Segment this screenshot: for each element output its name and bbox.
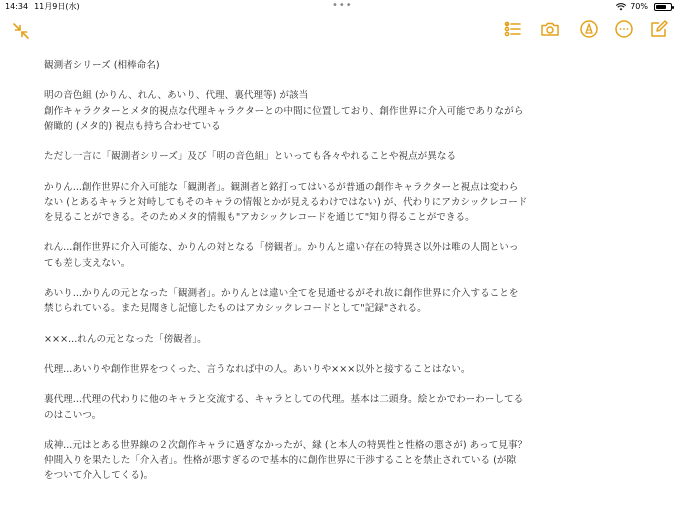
blank-line [44,423,564,438]
status-bar [0,0,680,14]
blank-line [44,164,564,179]
compose-icon[interactable] [648,18,670,40]
note-line: 仲間入りを果たした「介入者」。性格が悪すぎるので基本的に創作世界に干渉することを禁止されている (が隙 [44,455,517,467]
collapse-arrows-icon[interactable] [10,20,32,42]
wifi-icon [616,3,626,11]
note-line: 俯瞰的 (メタ的) 視点も持ち合わせている [44,120,221,132]
note-line: かりん...創作世界に介入可能な「観測者」。観測者と銘打ってはいるが普通の創作キャラクターと視点は変わら [44,181,519,193]
note-line: れん...創作世界に介入可能な、かりんの対となる「傍観者」。かりんと違い存在の特異さ以外は唯の人間といっ [44,242,519,254]
note-body[interactable] [44,58,564,484]
note-line: あいり...かりんの元となった「観測者」。かりんとは違い全てを見通せるがそれ故に創作世界に介入することを [44,287,519,299]
note-line: ても差し支えない。 [44,257,131,269]
blank-line [44,271,564,286]
status-right [616,0,672,14]
status-date: 11月9日(水) [34,2,80,11]
ellipsis-circle-icon[interactable] [613,18,635,40]
note-line: 代理...あいりや創作世界をつくった、言うなれば中の人。あいりや×××以外と接することはない。 [44,363,471,375]
note-line: のはこいつ。 [44,409,102,421]
note-line: を見ることができる。そのためメタ的情報も"アカシックレコードを通じて"知り得ることができる。 [44,211,475,223]
checklist-icon[interactable] [502,18,524,40]
note-line: をついて介入してくる)。 [44,470,154,482]
toolbar [0,14,680,48]
note-line: 禁じられている。また見聞きし記憶したものはアカシックレコードとして"記録"される。 [44,303,427,315]
pen-circle-icon[interactable] [578,18,600,40]
note-line: ×××...れんの元となった「傍観者」。 [44,333,207,345]
battery-icon [654,3,672,11]
blank-line [44,316,564,331]
status-left [5,0,86,14]
battery-level-fill [656,5,666,9]
battery-percent: 70% [630,2,648,11]
camera-icon[interactable] [539,18,561,40]
note-line: ただし一言に「観測者シリーズ」及び「明の音色組」といっても各々やれることや視点が異なる [44,151,457,163]
note-line: 成神...元はとある世界線の２次創作キャラに過ぎなかったが、縁 (と本人の特異性と性格の悪さが) あって見事？ [44,439,528,451]
blank-line [44,377,564,392]
status-time: 14:34 [5,2,29,11]
note-line: 裏代理...代理の代わりに他のキャラと交流する、キャラとしての代理。基本は二頭身。絵とかでわーわーしてる [44,394,524,406]
note-line: 明の音色組 (かりん、れん、あいり、代理、裏代理等) が該当 [44,90,309,102]
note-line: 創作キャラクターとメタ的視点な代理キャラクターとの中間に位置しており、創作世界に介入可能でありながら [44,105,524,117]
blank-line [44,134,564,149]
blank-line [44,225,564,240]
multitasking-dots-icon[interactable]: ••• [332,0,353,11]
note-line: 観測者シリーズ (相棒命名) [44,60,160,71]
blank-line [44,73,564,88]
blank-line [44,347,564,362]
note-line: ない (とあるキャラと対峙してもそのキャラの情報とかが見えるわけではない) が、代わりにアカシックレコード [44,196,528,208]
